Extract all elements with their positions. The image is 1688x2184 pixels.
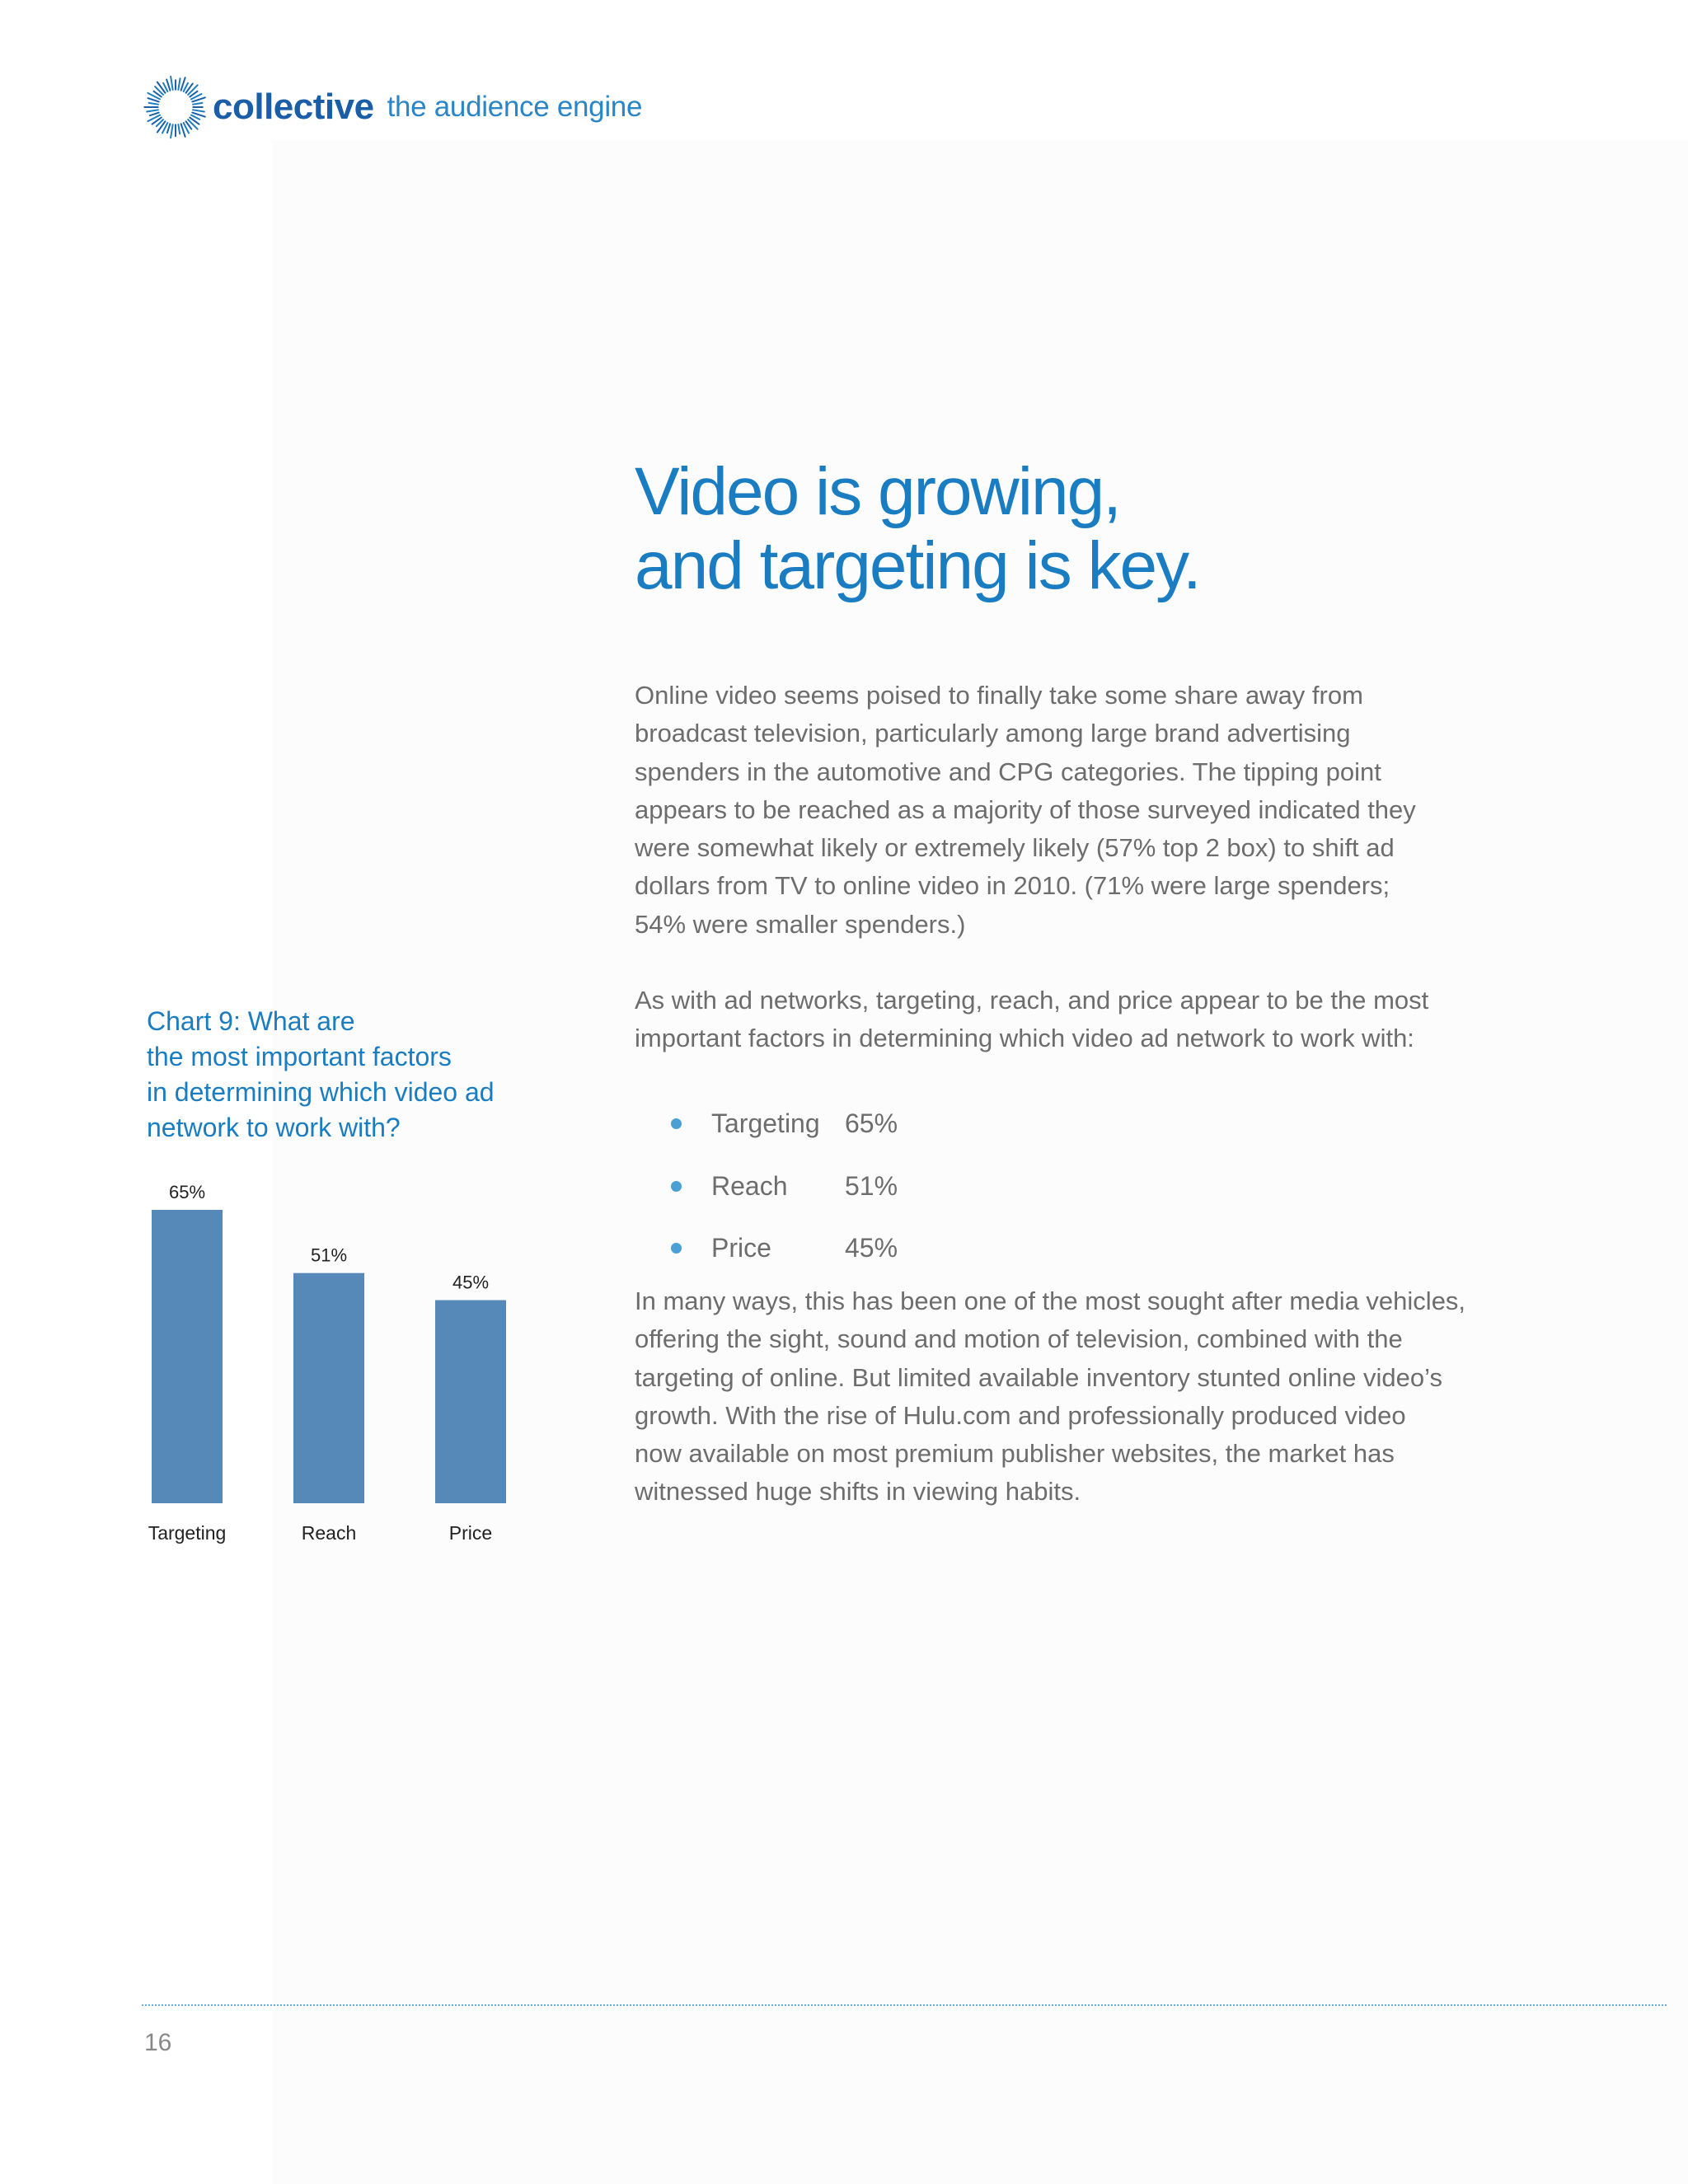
- text-line: spenders in the automotive and CPG categories. The tipping point: [635, 757, 1381, 786]
- chart-title: [147, 1004, 542, 1146]
- factor-label: Price: [711, 1233, 771, 1263]
- bullet-dot-icon: [671, 1243, 682, 1254]
- chart-title-line: Chart 9: What are: [147, 1006, 355, 1036]
- logo-ray: [178, 78, 180, 90]
- page-headline: [635, 455, 1541, 603]
- factor-value: 51%: [845, 1170, 898, 1201]
- bullet-dot-icon: [671, 1181, 682, 1192]
- category-label: Price: [448, 1522, 493, 1544]
- logo-ray: [178, 124, 180, 134]
- text-line: In many ways, this has been one of the most sought after media vehicles,: [635, 1286, 1466, 1315]
- logo-ray: [188, 120, 198, 129]
- sunburst-logo-icon: [142, 73, 209, 141]
- text-line: were somewhat likely or extremely likely (57% top 2 box) to shift ad: [635, 833, 1395, 863]
- text-line: targeting of online. But limited available inventory stunted online video’s: [635, 1362, 1442, 1392]
- chart-title-line: the most important factors: [147, 1042, 452, 1071]
- factor-value: 65%: [845, 1108, 898, 1139]
- chart-title-line: network to work with?: [147, 1113, 401, 1142]
- logo-ray: [150, 113, 159, 116]
- category-label: Reach: [301, 1522, 357, 1544]
- factors-intro-paragraph: [635, 982, 1541, 1058]
- factor-label: Targeting: [711, 1108, 820, 1139]
- list-item: [635, 1217, 1212, 1280]
- text-line: offering the sight, sound and motion of television, combined with the: [635, 1324, 1403, 1354]
- data-label: 45%: [452, 1272, 490, 1293]
- logo-ray: [193, 110, 204, 111]
- brand-tagline: the audience engine: [387, 91, 643, 123]
- bar-targeting: [152, 1210, 223, 1503]
- logo: [142, 69, 642, 145]
- headline-line-1: Video is growing,: [635, 454, 1120, 529]
- logo-ray: [167, 124, 171, 133]
- text-line: broadcast television, particularly among large brand advertising: [635, 719, 1351, 748]
- category-label: Targeting: [148, 1522, 227, 1544]
- page-number: 16: [144, 2029, 172, 2056]
- text-line: now available on most premium publisher websites, the market has: [635, 1439, 1395, 1469]
- closing-paragraph: [635, 1282, 1541, 1511]
- brand-name: collective: [213, 87, 374, 127]
- intro-paragraph: [635, 677, 1541, 944]
- list-item: [635, 1155, 1212, 1218]
- logo-ray: [171, 124, 173, 138]
- data-label: 51%: [310, 1244, 348, 1266]
- chart-title-line: in determining which video ad: [147, 1077, 495, 1107]
- list-item: [635, 1093, 1212, 1155]
- bullet-dot-icon: [671, 1118, 682, 1129]
- logo-ray: [188, 85, 198, 95]
- logo-ray: [193, 103, 202, 105]
- factor-list: [635, 1093, 1212, 1280]
- text-line: Online video seems poised to finally take some share away from: [635, 681, 1363, 710]
- text-line: important factors in determining which video ad network to work with:: [635, 1024, 1414, 1053]
- logo-ray: [149, 103, 158, 105]
- logo-ray: [147, 110, 158, 111]
- bar-chart: [132, 1154, 544, 1566]
- bar-reach: [293, 1273, 364, 1503]
- data-label: 65%: [168, 1182, 206, 1202]
- text-line: 54% were smaller spenders.): [635, 909, 966, 939]
- text-line: dollars from TV to online video in 2010. (71% were large spenders;: [635, 871, 1390, 901]
- factor-value: 45%: [845, 1233, 898, 1263]
- footer-divider: [142, 2004, 1667, 2006]
- bar-price: [435, 1301, 506, 1503]
- logo-ray: [171, 77, 173, 90]
- text-line: witnessed huge shifts in viewing habits.: [635, 1477, 1081, 1507]
- factor-label: Reach: [711, 1170, 788, 1201]
- text-line: appears to be reached as a majority of those surveyed indicated they: [635, 794, 1416, 824]
- text-line: growth. With the rise of Hulu.com and professionally produced video: [635, 1400, 1406, 1430]
- text-line: As with ad networks, targeting, reach, and price appear to be the most: [635, 986, 1429, 1015]
- headline-line-2: and targeting is key.: [635, 528, 1200, 603]
